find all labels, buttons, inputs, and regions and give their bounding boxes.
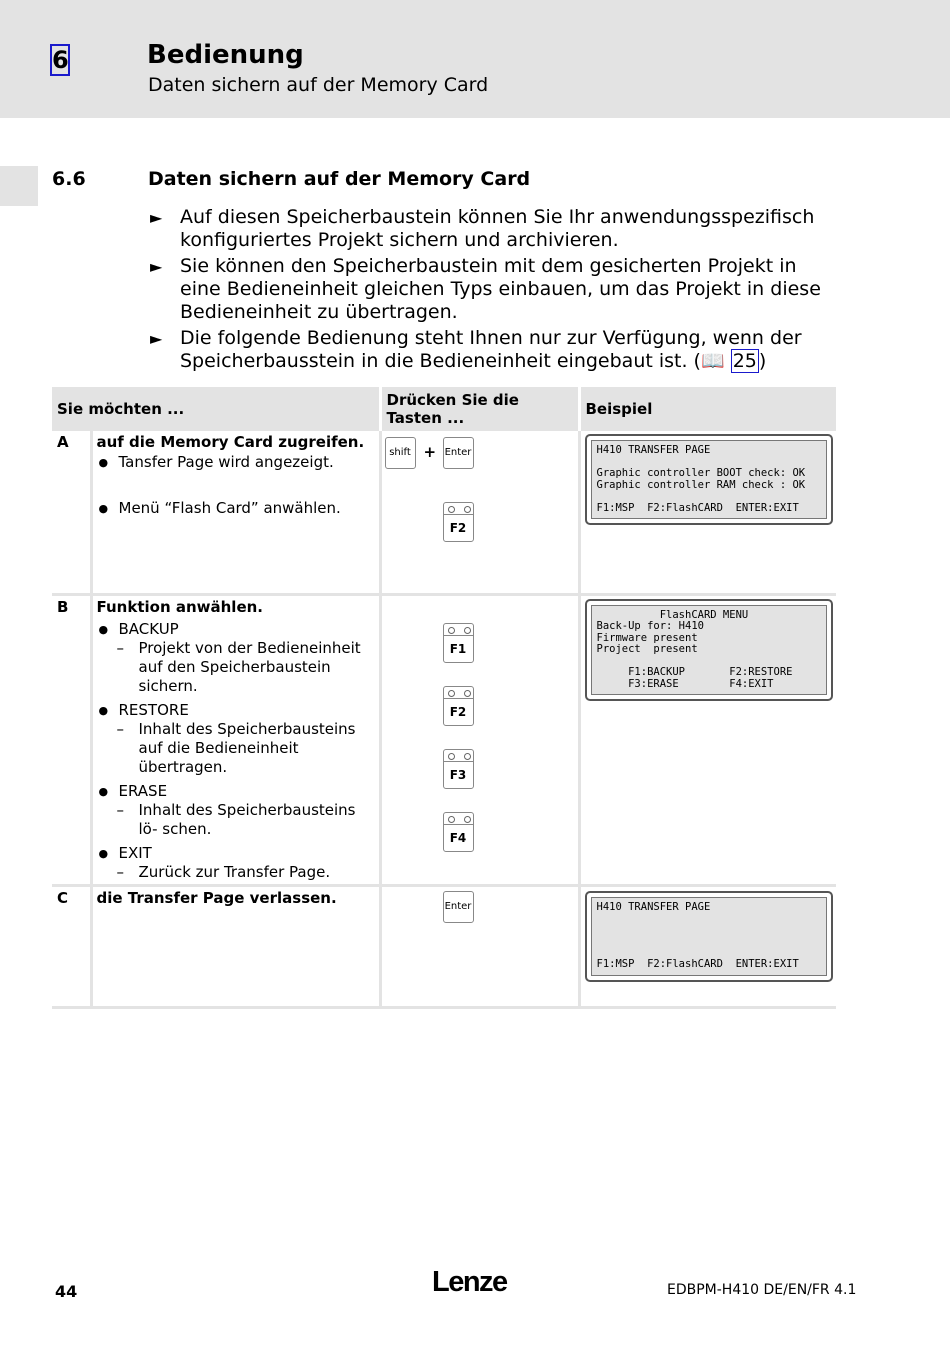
bullet-dot-icon: ● (98, 456, 109, 469)
chapter-number-link[interactable]: 6 (52, 46, 69, 74)
step-description (91, 431, 380, 594)
sub-item-text: Inhalt des Speicherbausteins lö- schen. (138, 800, 356, 838)
intro-bullet-text: Auf diesen Speicherbaustein können Sie Ihr anwendungsspezifisch konfiguriertes Projekt sichern und archivieren. (180, 206, 815, 251)
operation-table (52, 387, 836, 1009)
example-cell (579, 594, 836, 885)
table-header-row (52, 387, 836, 431)
bullet-dot-icon: ● (98, 502, 109, 515)
sub-item (97, 720, 375, 777)
arrow-bullet-icon: ► (150, 329, 163, 348)
step-description (91, 594, 380, 885)
section-number: 6.6 (52, 168, 86, 190)
list-item (97, 701, 375, 720)
intro-bullet (148, 206, 838, 252)
bullet-dot-icon: ● (98, 846, 109, 860)
section-title: Daten sichern auf der Memory Card (148, 168, 531, 190)
f2-key-label: F2 (449, 521, 467, 535)
lcd-display (585, 891, 833, 982)
intro-bullet (148, 255, 838, 324)
header-band (0, 0, 950, 118)
key-cell (380, 431, 579, 594)
chapter-title: Bedienung (147, 40, 304, 70)
table-row (52, 594, 836, 885)
lcd-display (585, 599, 833, 702)
step-title: auf die Memory Card zugreifen. (96, 433, 365, 451)
f4-key-label: F4 (449, 830, 467, 845)
step-title: die Transfer Page verlassen. (96, 888, 337, 907)
column-header-keys: Drücken Sie die Tasten ... (380, 387, 579, 431)
key-cell (380, 594, 579, 885)
list-item (97, 620, 375, 639)
f2-key[interactable] (443, 502, 474, 542)
chapter-subtitle: Daten sichern auf der Memory Card (148, 74, 489, 96)
document-id: EDBPM-H410 DE/EN/FR 4.1 (667, 1282, 857, 1298)
step-letter: A (52, 431, 91, 594)
side-tab-marker (0, 166, 38, 206)
shift-key[interactable]: shift (385, 437, 416, 469)
f1-key-label: F1 (449, 641, 467, 656)
sub-item-text: Inhalt des Speicherbausteins auf die Bedieneinheit übertragen. (138, 719, 356, 776)
lcd-screen-text: FlashCARD MENU Back-Up for: H410 Firmware present Project present F1:BACKUP F2:RESTORE F3:ERASE F4:EXIT (591, 605, 827, 696)
arrow-bullet-icon: ► (150, 257, 163, 276)
page-number: 44 (55, 1282, 78, 1301)
list-item-text: Menü “Flash Card” anwählen. (118, 499, 341, 517)
intro-bullet-text: Die folgende Bedienung steht Ihnen nur zur Verfügung, wenn der Speicherbausstein in die Bedieneinheit eingebaut ist. ( (180, 327, 802, 372)
column-header-example: Beispiel (579, 387, 836, 431)
f2-key[interactable] (443, 686, 474, 726)
example-cell (579, 885, 836, 1007)
list-item-text: RESTORE (118, 700, 189, 719)
sub-item-text: Zurück zur Transfer Page. (138, 862, 331, 881)
list-item-text: EXIT (118, 843, 152, 862)
bullet-dot-icon: ● (98, 784, 109, 798)
step-letter: B (52, 594, 91, 885)
dash-marker: – (116, 719, 124, 738)
example-cell (579, 431, 836, 594)
arrow-bullet-icon: ► (150, 208, 163, 227)
f3-key[interactable] (443, 749, 474, 789)
bullet-dot-icon: ● (98, 703, 109, 717)
f3-key-label: F3 (449, 767, 467, 782)
dash-marker: – (116, 638, 124, 657)
key-cell (380, 885, 579, 1007)
f2-key-label: F2 (449, 704, 467, 719)
list-item-text: Tansfer Page wird angezeigt. (118, 453, 334, 471)
lenze-logo: Lenze (432, 1266, 507, 1298)
dash-marker: – (116, 800, 124, 819)
intro-bullet-list (148, 206, 838, 376)
lcd-display (585, 434, 833, 525)
list-item (97, 499, 375, 518)
enter-key[interactable]: Enter (443, 891, 474, 923)
intro-bullet (148, 327, 838, 373)
step-description (91, 885, 380, 1007)
plus-sign: + (423, 443, 437, 461)
column-header-action: Sie möchten ... (52, 387, 380, 431)
step-title: Funktion anwählen. (96, 597, 264, 616)
table-row (52, 885, 836, 1007)
bullet-dot-icon: ● (98, 622, 109, 636)
table-row (52, 431, 836, 594)
lcd-screen-text: H410 TRANSFER PAGE F1:MSP F2:FlashCARD ENTER:EXIT (591, 897, 827, 976)
lcd-screen-text: H410 TRANSFER PAGE Graphic controller BOOT check: OK Graphic controller RAM check : OK F1:MSP F2:FlashCARD ENTER:EXIT (591, 440, 827, 519)
enter-key[interactable]: Enter (443, 437, 474, 469)
book-icon: 📖 (700, 350, 725, 372)
dash-marker: – (116, 862, 124, 881)
sub-item (97, 639, 375, 696)
list-item (97, 782, 375, 801)
list-item (97, 844, 375, 863)
page-reference-link[interactable]: 25 (732, 350, 757, 372)
intro-bullet-text: Sie können den Speicherbaustein mit dem gesicherten Projekt in eine Bedieneinheit gleichen Typs einbauen, um das Projekt in diese Bedieneinheit zu übertragen. (180, 255, 821, 323)
list-item-text: ERASE (118, 781, 168, 800)
list-item (97, 453, 375, 472)
sub-item (97, 801, 375, 839)
list-item-text: BACKUP (118, 619, 179, 638)
closing-paren: ) (758, 350, 767, 372)
f4-key[interactable] (443, 812, 474, 852)
step-letter: C (52, 885, 91, 1007)
sub-item-text: Projekt von der Bedieneinheit auf den Speicherbaustein sichern. (138, 638, 361, 695)
f1-key[interactable] (443, 623, 474, 663)
sub-item (97, 863, 375, 882)
